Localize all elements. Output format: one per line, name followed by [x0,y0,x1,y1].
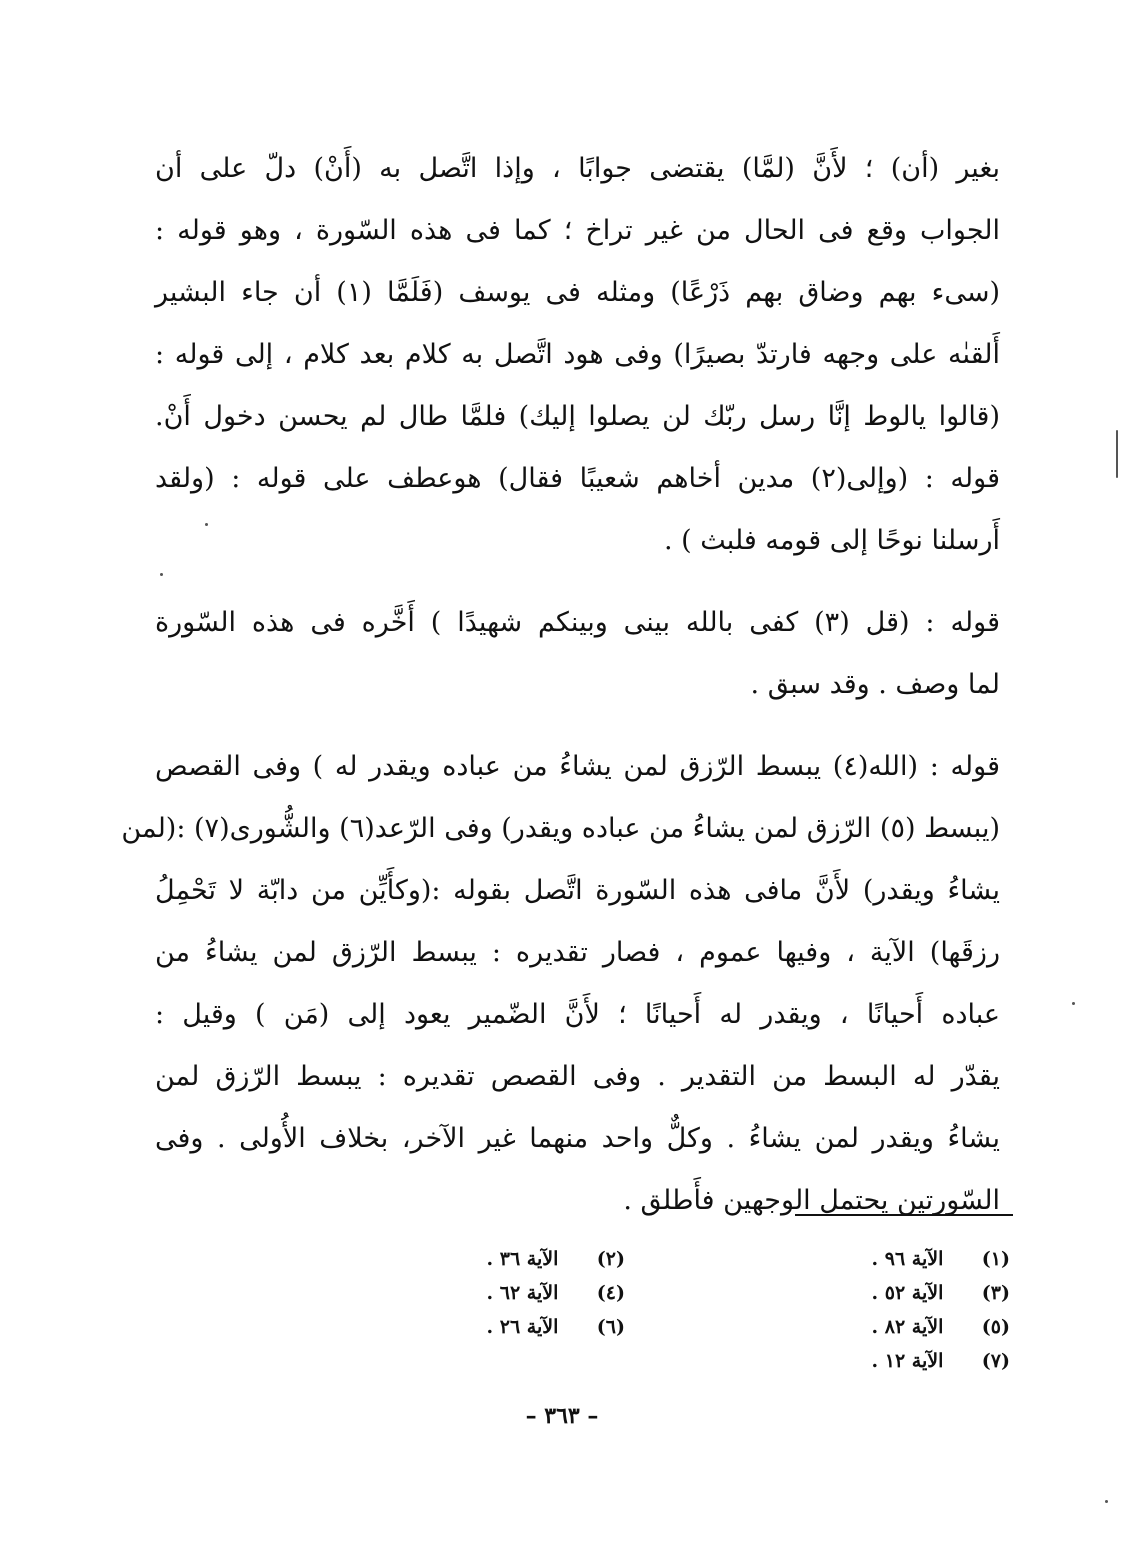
paragraph [155,138,1000,572]
footnote-number: (١) [981,1248,1010,1270]
scan-speck [205,523,208,526]
text-line: قوله : (الله(٤) يبسط الرّزق لمن يشاءُ من عباده ويقدر له ) وفى القصص [155,751,1001,782]
scan-speck [1105,1500,1108,1503]
paragraph-gap [155,572,1000,592]
footnote-number: (٦) [596,1316,625,1338]
footnote-text: الآية ٣٦ . [486,1248,559,1270]
footnote [872,1310,1011,1344]
text-line: عباده أَحيانًا ، ويقدر له أَحيانًا ؛ لأَنَّ الضّمير يعود إلى (مَن ) وقيل : [155,999,1000,1030]
footnote [872,1276,1011,1310]
footnote-text: الآية ٦٢ . [486,1282,559,1304]
text-line: (قالوا يالوط إنَّا رسل ربّك لن يصلوا إليك) فلمَّا طال لم يحسن دخول أَنْ. [155,401,1000,432]
text-line: يشاءُ ويقدر) لأَنَّ مافى هذه السّورة اتَّصل بقوله :(وكأَيِّن من دابّة لا تَحْمِلُ [155,875,1000,906]
text-line: (سىء بهم وضاق بهم ذَرْعًا) ومثله فى يوسف (فَلَمَّا (١) أن جاء البشير [155,277,1001,308]
text-line: يشاءُ ويقدر لمن يشاءُ . وكلٌّ واحد منهما غير الآخر، بخلاف الأُولى . وفى [155,1123,1000,1154]
paragraph [155,592,1000,716]
footnote-text: الآية ٨٢ . [871,1316,944,1338]
footnote-row [370,1242,1010,1276]
text-line: بغير (أن) ؛ لأَنَّ (لمَّا) يقتضى جوابًا ، وإذا اتَّصل به (أَنْ) دلّ على أن [155,153,1000,184]
text-line: يقدّر له البسط من التقدير . وفى القصص تقديره : يبسط الرّزق لمن [155,1061,1000,1092]
footnote-text: الآية ٢٦ . [486,1316,559,1338]
footnote [487,1276,626,1310]
text-line: أَلقىٰه على وجهه فارتدّ بصيرًا) وفى هود اتَّصل به كلام بعد كلام ، إلى قوله : [155,339,1000,370]
footnote [872,1344,1011,1378]
footnote [872,1242,1011,1276]
footnote-row [370,1344,1010,1378]
footnote-number: (٤) [596,1282,625,1304]
footnote [487,1242,626,1276]
footnote-number: (٣) [981,1282,1010,1304]
text-line: الجواب وقع فى الحال من غير تراخ ؛ كما فى هذه السّورة ، وهو قوله : [155,215,1000,246]
footnote-number: (٧) [981,1350,1010,1372]
footnote-text: الآية ٥٢ . [871,1282,944,1304]
footnote-text: الآية ١٢ . [871,1350,944,1372]
page-number: – ٣٦٣ – [525,1403,599,1429]
text-line: أَرسلنا نوحًا إلى قومه فلبث ) . [664,525,1000,556]
footnote-separator [795,1214,1013,1216]
footnote-number: (٢) [596,1248,625,1270]
text-line: (يبسط (٥) الرّزق لمن يشاءُ من عباده ويقدر) وفى الرّعد(٦) والشُّورى(٧) :(لمن [121,813,1000,844]
footnote-number: (٥) [981,1316,1010,1338]
footnote-row [370,1310,1010,1344]
text-line: قوله : (قل (٣) كفى بالله بينى وبينكم شهيدًا ) أَخَّره فى هذه السّورة [155,607,1000,638]
scan-speck [1072,1002,1075,1005]
scan-speck [1116,430,1118,478]
footnote [487,1310,626,1344]
main-text [121,138,1001,1232]
scan-speck [160,573,163,576]
text-line: لما وصف . وقد سبق . [750,669,1000,700]
footnotes [370,1242,1010,1378]
paragraph-gap [155,716,1000,736]
text-line: السّورتين يحتمل الوجهين فأَطلق . [623,1185,1000,1216]
paragraph [121,736,1001,1232]
footnote-row [370,1276,1010,1310]
text-line: رزقَها) الآية ، وفيها عموم ، فصار تقديره : يبسط الرّزق لمن يشاءُ من [155,937,1000,968]
text-line: قوله : (وإلى(٢) مدين أخاهم شعيبًا فقال) هوعطف على قوله : (ولقد [155,463,1000,494]
footnote-text: الآية ٩٦ . [871,1248,944,1270]
